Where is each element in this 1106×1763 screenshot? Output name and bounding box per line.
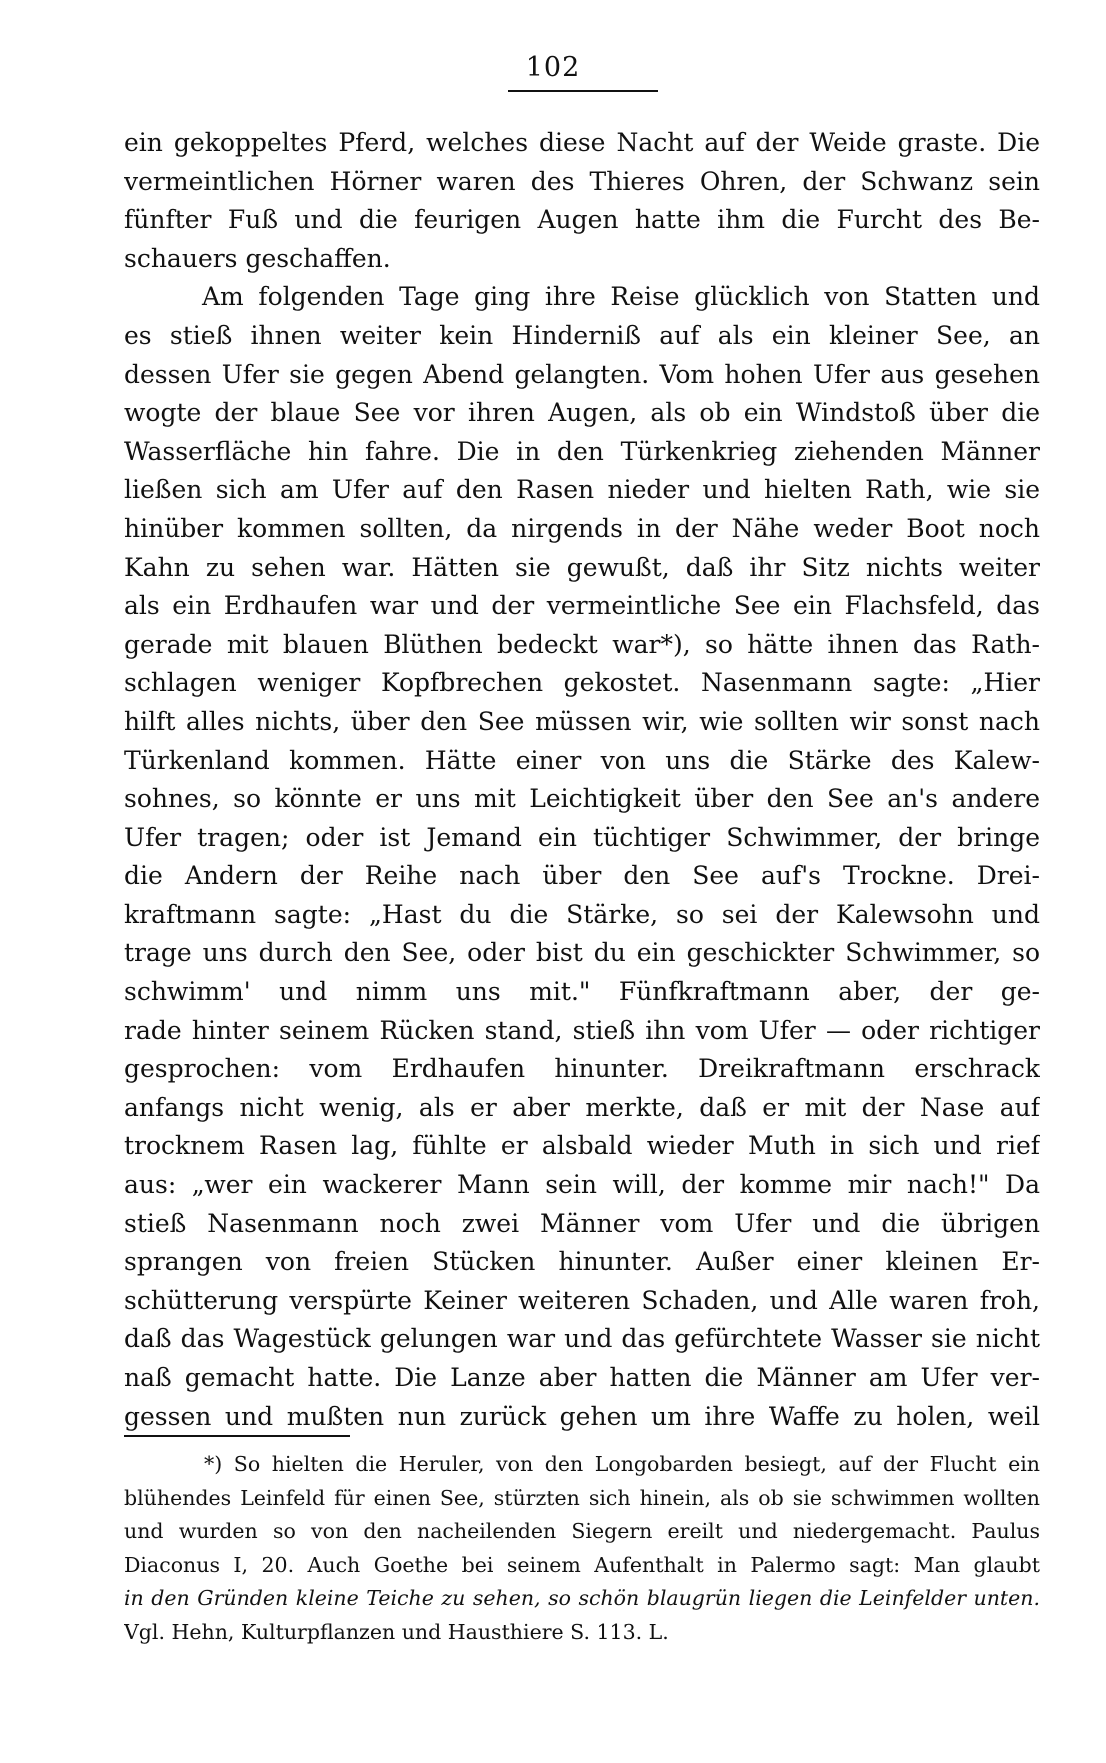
text-line: schwimm' und nimm uns mit." Fünfkraftmann aber, der ge- bbox=[124, 977, 1040, 1007]
text-line: dessen Ufer sie gegen Abend gelangten. Vom hohen Ufer aus gesehen bbox=[124, 359, 1040, 389]
text-line: sohnes, so könnte er uns mit Leichtigkeit über den See an's andere bbox=[124, 784, 1040, 814]
text-line: fünfter Fuß und die feurigen Augen hatte ihm die Furcht des Be- bbox=[124, 205, 1040, 235]
footnote-line: blühendes Leinfeld für einen See, stürzten sich hinein, als ob sie schwimmen wollten bbox=[124, 1485, 1040, 1510]
footnote-line: und wurden so von den nacheilenden Siegern ereilt und niedergemacht. Paulus bbox=[124, 1519, 1040, 1543]
text-line: rade hinter seinem Rücken stand, stieß ihn vom Ufer — oder richtiger bbox=[124, 1015, 1040, 1045]
text-line: hinüber kommen sollten, da nirgends in der Nähe weder Boot noch bbox=[124, 513, 1040, 543]
text-line: schütterung verspürte Keiner weiteren Schaden, und Alle waren froh, bbox=[124, 1285, 1040, 1315]
text-line: daß das Wagestück gelungen war und das gefürchtete Wasser sie nicht bbox=[124, 1324, 1040, 1354]
text-line: trage uns durch den See, oder bist du ein geschickter Schwimmer, so bbox=[124, 938, 1040, 968]
text-line: Ufer tragen; oder ist Jemand ein tüchtiger Schwimmer, der bringe bbox=[124, 822, 1040, 852]
text-line: anfangs nicht wenig, als er aber merkte, daß er mit der Nase auf bbox=[124, 1092, 1040, 1122]
page-number: 102 bbox=[525, 52, 581, 83]
text-line: die Andern der Reihe nach über den See auf's Trockne. Drei- bbox=[124, 861, 1040, 891]
text-line: trocknem Rasen lag, fühlte er alsbald wieder Muth in sich und rief bbox=[124, 1131, 1040, 1161]
text-line: Türkenland kommen. Hätte einer von uns die Stärke des Kalew- bbox=[124, 745, 1040, 775]
text-line: kraftmann sagte: „Hast du die Stärke, so sei der Kalewsohn und bbox=[124, 899, 1040, 929]
text-line: naß gemacht hatte. Die Lanze aber hatten die Männer am Ufer ver- bbox=[124, 1363, 1040, 1392]
footnote-line: Diaconus I, 20. Auch Goethe bei seinem Aufenthalt in Palermo sagt: Man glaubt bbox=[124, 1552, 1040, 1577]
text-line: gesprochen: vom Erdhaufen hinunter. Dreikraftmann erschrack bbox=[124, 1054, 1040, 1084]
text-line: stieß Nasenmann noch zwei Männer vom Ufer und die übrigen bbox=[124, 1208, 1040, 1238]
text-line: Wasserfläche hin fahre. Die in den Türkenkrieg ziehenden Männer bbox=[124, 436, 1040, 466]
page-number-rule bbox=[508, 90, 658, 92]
text-line: vermeintlichen Hörner waren des Thieres Ohren, der Schwanz sein bbox=[124, 166, 1040, 196]
body-text bbox=[124, 124, 1040, 1436]
text-line: Am folgenden Tage ging ihre Reise glücklich von Statten und bbox=[202, 282, 1040, 312]
footnote bbox=[124, 1448, 1040, 1649]
text-line: aus: „wer ein wackerer Mann sein will, der komme mir nach!" Da bbox=[124, 1170, 1040, 1200]
text-line: gerade mit blauen Blüthen bedeckt war*), so hätte ihnen das Rath- bbox=[124, 629, 1040, 659]
text-line: gessen und mußten nun zurück gehen um ihre Waffe zu holen, weil bbox=[124, 1401, 1040, 1431]
footnote-rule bbox=[124, 1435, 350, 1437]
footnote-line: *) So hielten die Heruler, von den Longobarden besiegt, auf der Flucht ein bbox=[204, 1452, 1040, 1476]
footnote-line: Vgl. Hehn, Kulturpflanzen und Hausthiere S. 113. L. bbox=[124, 1619, 669, 1644]
text-line: wogte der blaue See vor ihren Augen, als ob ein Windstoß über die bbox=[124, 398, 1040, 428]
text-line: ließen sich am Ufer auf den Rasen nieder und hielten Rath, wie sie bbox=[124, 475, 1040, 505]
text-line: hilft alles nichts, über den See müssen wir, wie sollten wir sonst nach bbox=[124, 706, 1040, 736]
text-line: sprangen von freien Stücken hinunter. Außer einer kleinen Er- bbox=[124, 1247, 1040, 1277]
text-line: schlagen weniger Kopfbrechen gekostet. Nasenmann sagte: „Hier bbox=[124, 668, 1040, 698]
text-line: es stieß ihnen weiter kein Hinderniß auf als ein kleiner See, an bbox=[124, 320, 1040, 350]
text-line: ein gekoppeltes Pferd, welches diese Nacht auf der Weide graste. Die bbox=[124, 128, 1040, 157]
text-line: schauers geschaffen. bbox=[124, 243, 391, 273]
text-line: Kahn zu sehen war. Hätten sie gewußt, daß ihr Sitz nichts weiter bbox=[124, 552, 1040, 582]
text-line: als ein Erdhaufen war und der vermeintliche See ein Flachsfeld, das bbox=[124, 591, 1040, 621]
footnote-line: in den Gründen kleine Teiche zu sehen, so schön blaugrün liegen die Leinfelder unten. bbox=[124, 1586, 1040, 1610]
